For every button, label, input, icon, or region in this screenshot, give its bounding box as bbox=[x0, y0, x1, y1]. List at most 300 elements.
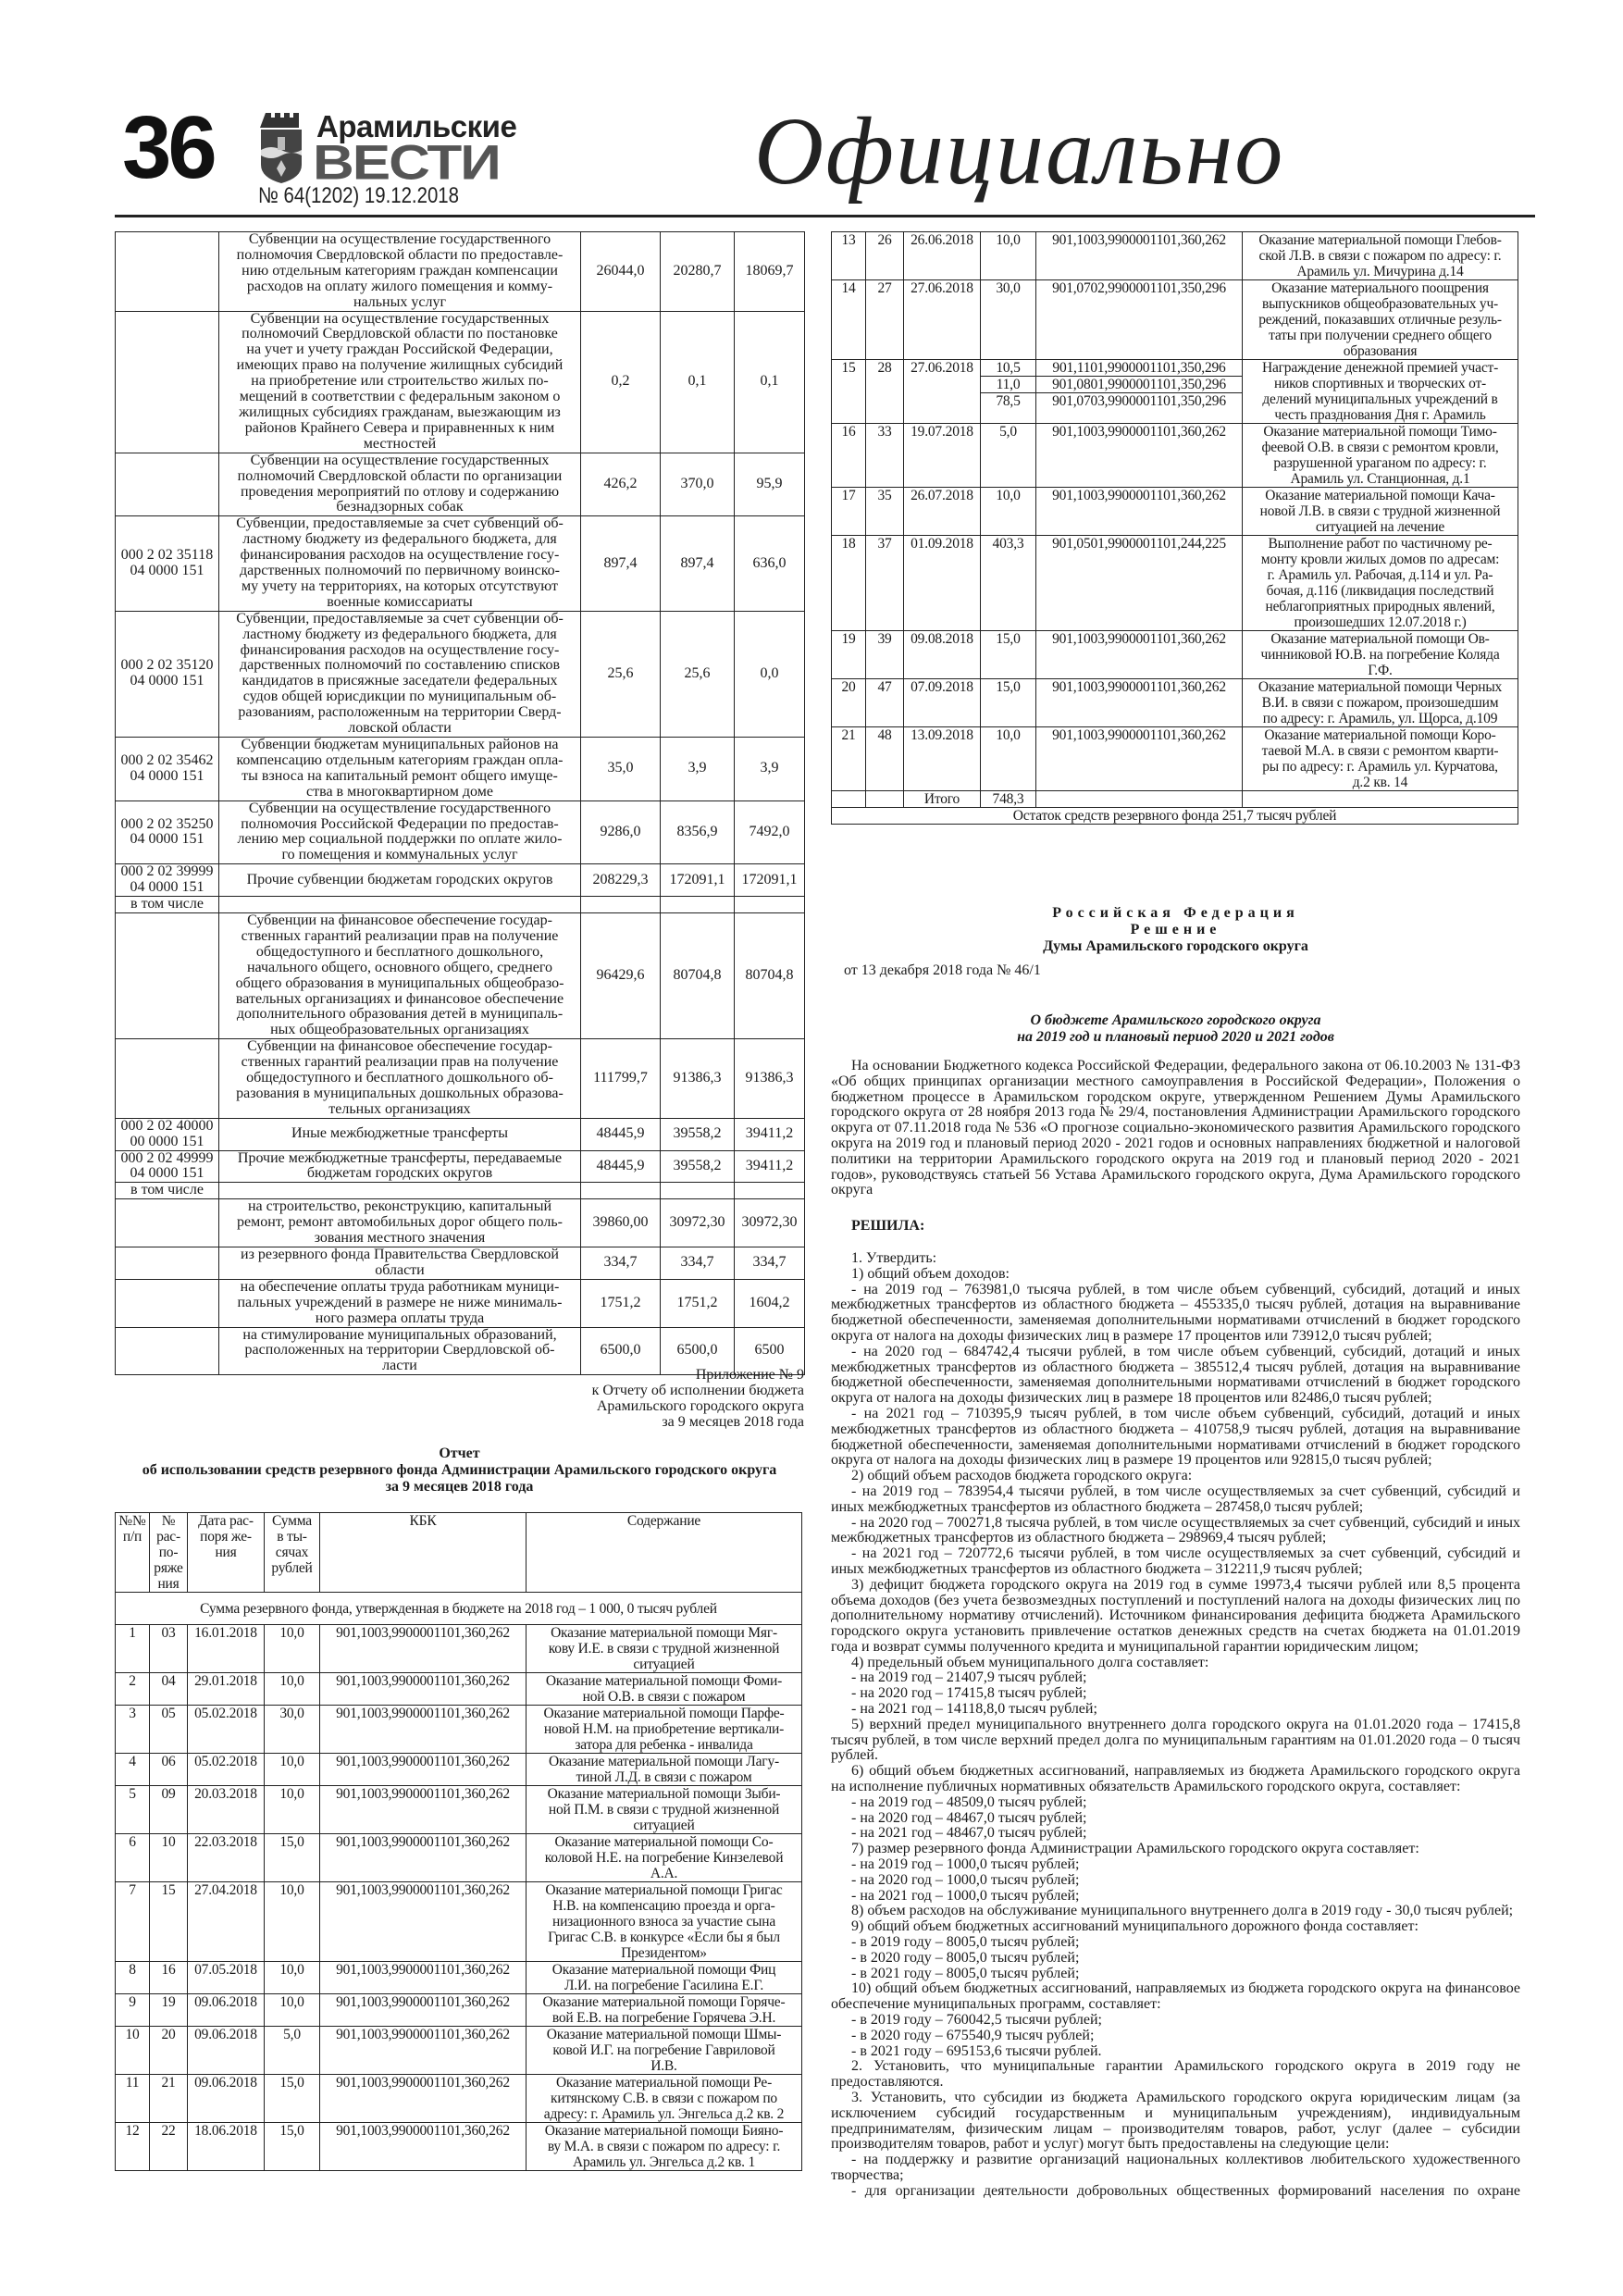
row-number: 20 bbox=[832, 679, 866, 727]
sum-cell bbox=[981, 631, 1036, 679]
content-description: Оказание материальной помощи Зыби- ной П.М. в связи с трудной жизненной ситуацией bbox=[527, 1786, 802, 1834]
appendix-note bbox=[115, 1367, 804, 1430]
resolution-paragraph: - на 2019 год – 21407,9 тысяч рублей; bbox=[851, 1669, 1087, 1686]
remainder-row bbox=[832, 808, 1518, 825]
kbk-code: 901,1003,9900001101,360,262 bbox=[336, 1754, 510, 1769]
order-date: 09.06.2018 bbox=[188, 2075, 265, 2123]
sum-cell bbox=[981, 280, 1036, 360]
order-date: 05.02.2018 bbox=[188, 1754, 265, 1786]
order-number: 15 bbox=[150, 1882, 188, 1962]
table-row bbox=[116, 1247, 805, 1280]
col-header-order-date: Дата рас- поря же- ния bbox=[188, 1513, 265, 1593]
sum-value: 10,0 bbox=[279, 1962, 304, 1978]
table-row bbox=[116, 1786, 802, 1834]
appendix-line: Приложение № 9 bbox=[695, 1367, 804, 1383]
row-number: 5 bbox=[116, 1786, 150, 1834]
sum-value: 10,0 bbox=[279, 1625, 304, 1641]
table-row bbox=[116, 311, 805, 453]
sum-cell bbox=[265, 1673, 320, 1706]
budget-code: 000 2 02 35250 04 0000 151 bbox=[116, 800, 219, 864]
row-number: 21 bbox=[832, 727, 866, 791]
kbk-code: 901,0702,9900001101,350,296 bbox=[1052, 280, 1226, 296]
order-number: 26 bbox=[866, 232, 904, 280]
budget-item-name: на обеспечение оплаты труда работникам муници- пальных учреждений в размере не ниже минималь- ного размера оплаты труда bbox=[219, 1279, 581, 1327]
budget-value-2: 39558,2 bbox=[661, 1118, 735, 1150]
resolution-paragraph: - на 2019 год – 1000,0 тысяч рублей; bbox=[851, 1856, 1080, 1873]
sum-cell bbox=[265, 2075, 320, 2123]
budget-item-name: Субвенции на финансовое обеспечение государ- ственных гарантий реализации прав на получение общедоступного и бесплатного дошкольного об- разования в муниципальных дошкольных образова- тельных организациях bbox=[219, 1039, 581, 1119]
row-number: 9 bbox=[116, 1994, 150, 2027]
resolution-title-line: на 2019 год и плановый период 2020 и 2021 годов bbox=[1017, 1029, 1334, 1045]
table-row bbox=[116, 453, 805, 516]
kbk-cell bbox=[1036, 280, 1243, 360]
budget-item-name: Иные межбюджетные трансферты bbox=[219, 1118, 581, 1150]
budget-value-3: 3,9 bbox=[735, 738, 805, 801]
order-number: 21 bbox=[150, 2075, 188, 2123]
kbk-cell bbox=[320, 1882, 527, 1962]
table-row bbox=[116, 1706, 802, 1754]
resolution-paragraph: 1) общий объем доходов: bbox=[851, 1265, 1010, 1282]
order-date: 20.03.2018 bbox=[188, 1786, 265, 1834]
resolution-paragraph: - в 2020 году – 8005,0 тысяч рублей; bbox=[851, 1949, 1080, 1966]
content-description: Оказание материальной помощи Коро- таевой М.А. в связи с ремонтом кварти- ры по адресу: г. Арамиль ул. Курчатова, д.2 кв. 14 bbox=[1243, 727, 1518, 791]
budget-value-3: 91386,3 bbox=[735, 1039, 805, 1119]
kbk-code: 901,1003,9900001101,360,262 bbox=[1052, 424, 1226, 440]
budget-value-2: 8356,9 bbox=[661, 800, 735, 864]
resolution-paragraph: - в 2021 году – 695153,6 тысячи рублей. bbox=[851, 2042, 1102, 2059]
resolution-paragraph: 3. Установить, что субсидии из бюджета Арамильского городского округа юридическим лицам (за исключением субсидий государственным и муниципальным учреждениям), индивидуальным предпринимателям, физическим лицам – производителям товаров, работ, услуг (далее – субсидии производителям товаров, работ и услуг) могут быть предоставлены на следующие цели: bbox=[831, 2090, 1520, 2153]
resolution-paragraph: - на 2021 год – 1000,0 тысяч рублей; bbox=[851, 1887, 1080, 1904]
fund-total-row bbox=[116, 1593, 802, 1625]
table-row bbox=[116, 800, 805, 864]
sum-cell bbox=[265, 1962, 320, 1994]
budget-value-3: 95,9 bbox=[735, 453, 805, 516]
sum-value: 10,5 bbox=[981, 360, 1035, 377]
kbk-cell bbox=[320, 1625, 527, 1673]
content-description: Оказание материальной помощи Кача- новой Л.В. в связи с трудной жизненной ситуацией на лечение bbox=[1243, 488, 1518, 536]
order-number: 16 bbox=[150, 1962, 188, 1994]
budget-value-1: 25,6 bbox=[581, 611, 661, 737]
kbk-cell bbox=[1036, 424, 1243, 488]
budget-item-name bbox=[219, 897, 581, 913]
budget-item-name: Прочие субвенции бюджетам городских округов bbox=[219, 864, 581, 897]
col-header-sum: Сумма в ты- сячах рублей bbox=[265, 1513, 320, 1593]
content-description: Оказание материальной помощи Черных В.И. в связи с пожаром, произошедшим по адресу: г. Арамиль, ул. Щорса, д.109 bbox=[1243, 679, 1518, 727]
content-description: Оказание материальной помощи Мяг- кову И.Е. в связи с трудной жизненной ситуацией bbox=[527, 1625, 802, 1673]
order-number: 19 bbox=[150, 1994, 188, 2027]
resolution-paragraph: 2) общий объем расходов бюджета городского округа: bbox=[851, 1468, 1193, 1484]
table-row bbox=[116, 516, 805, 611]
row-number: 6 bbox=[116, 1834, 150, 1882]
order-date: 26.07.2018 bbox=[904, 488, 981, 536]
sum-value: 10,0 bbox=[279, 1786, 304, 1802]
table-row bbox=[116, 1150, 805, 1183]
content-description: Оказание материальной помощи Парфе- новой Н.М. на приобретение вертикали- затора для ребенка - инвалида bbox=[527, 1706, 802, 1754]
country-heading: Российская Федерация bbox=[1052, 905, 1299, 921]
table-row bbox=[116, 1834, 802, 1882]
content-description: Оказание материальной помощи Фоми- ной О.В. в связи с пожаром bbox=[527, 1673, 802, 1706]
budget-item-name: Субвенции, предоставляемые за счет субвенций об- ластному бюджету из федерального бюджета, для финансирования расходов на осуществление госу- дарственных полномочий по первичному воинско- му учету на территориях, на которых отсутствуют военные комиссариаты bbox=[219, 516, 581, 611]
row-number: 15 bbox=[832, 360, 866, 424]
budget-value-3: 6500 bbox=[735, 1327, 805, 1375]
order-date: 07.05.2018 bbox=[188, 1962, 265, 1994]
budget-value-1: 39860,00 bbox=[581, 1199, 661, 1247]
kbk-code: 901,1101,9900001101,350,296 bbox=[1036, 360, 1242, 377]
order-date: 22.03.2018 bbox=[188, 1834, 265, 1882]
content-description: Оказание материальной помощи Глебов- ской Л.В. в связи с пожаром по адресу: г. Арамиль ул. Мичурина д.14 bbox=[1243, 232, 1518, 280]
budget-value-1: 96429,6 bbox=[581, 912, 661, 1038]
budget-value-2: 20280,7 bbox=[661, 232, 735, 312]
content-description: Оказание материальной помощи Горяче- вой Е.В. на погребение Горячева Э.Н. bbox=[527, 1994, 802, 2027]
table-header-row bbox=[116, 1513, 802, 1593]
content-description: Оказание материальной помощи Тимо- феевой О.В. в связи с ремонтом кровли, разрушенной ураганом по адресу: г. Арамиль ул. Станционная, д.1 bbox=[1243, 424, 1518, 488]
budget-item-name: на стимулирование муниципальных образований, расположенных на территории Свердловской об- ласти bbox=[219, 1327, 581, 1375]
budget-value-1: 208229,3 bbox=[581, 864, 661, 897]
row-number: 8 bbox=[116, 1962, 150, 1994]
budget-value-2 bbox=[661, 1183, 735, 1199]
order-date: 27.06.2018 bbox=[904, 280, 981, 360]
fund-total-text: Сумма резервного фонда, утвержденная в бюджете на 2018 год – 1 000, 0 тысяч рублей bbox=[116, 1593, 802, 1625]
row-number: 4 bbox=[116, 1754, 150, 1786]
table-row bbox=[116, 2075, 802, 2123]
budget-value-2: 334,7 bbox=[661, 1247, 735, 1280]
budget-value-3: 39411,2 bbox=[735, 1150, 805, 1183]
budget-value-1: 35,0 bbox=[581, 738, 661, 801]
table-row bbox=[116, 738, 805, 801]
document-kind: Решение bbox=[1130, 922, 1221, 937]
kbk-cell bbox=[320, 1786, 527, 1834]
content-description: Оказание материальной помощи Ре- китянскому С.В. в связи с пожаром по адресу: г. Арамиль ул. Энгельса д.2 кв. 2 bbox=[527, 2075, 802, 2123]
budget-value-2: 30972,30 bbox=[661, 1199, 735, 1247]
budget-value-2: 39558,2 bbox=[661, 1150, 735, 1183]
budget-value-3: 30972,30 bbox=[735, 1199, 805, 1247]
kbk-cell bbox=[320, 2123, 527, 2171]
order-number: 10 bbox=[150, 1834, 188, 1882]
resolution-paragraph: 6) общий объем бюджетных ассигнований, направляемых из бюджета Арамильского городского округа на исполнение публичных нормативных обязательств Арамильского городского округа, составляет: bbox=[831, 1763, 1520, 1795]
budget-value-3: 18069,7 bbox=[735, 232, 805, 312]
sum-cell bbox=[981, 360, 1036, 424]
sum-value: 10,0 bbox=[996, 727, 1021, 743]
resolution-title-line: О бюджете Арамильского городского округа bbox=[1030, 1012, 1321, 1028]
table-row bbox=[116, 864, 805, 897]
kbk-cell bbox=[320, 1754, 527, 1786]
order-number: 20 bbox=[150, 2027, 188, 2075]
empty-cell bbox=[866, 791, 904, 808]
budget-code: 000 2 02 35462 04 0000 151 bbox=[116, 738, 219, 801]
table-row bbox=[116, 611, 805, 737]
order-number: 09 bbox=[150, 1786, 188, 1834]
resolution-paragraph: - на 2020 год – 700271,8 тысяча рублей, в том числе осуществляемых за счет субвенций, субсидий и иных межбюджетных трансфертов из областного бюджета – 298969,4 тысяч рублей; bbox=[831, 1514, 1520, 1546]
kbk-code: 901,1003,9900001101,360,262 bbox=[336, 1673, 510, 1689]
budget-value-3: 7492,0 bbox=[735, 800, 805, 864]
budget-value-3: 0,0 bbox=[735, 611, 805, 737]
remainder-text: Остаток средств резервного фонда 251,7 тысяч рублей bbox=[832, 808, 1518, 825]
budget-code bbox=[116, 232, 219, 312]
kbk-cell bbox=[1036, 360, 1243, 424]
order-number: 27 bbox=[866, 280, 904, 360]
empty-cell bbox=[1036, 791, 1243, 808]
kbk-code: 901,1003,9900001101,360,262 bbox=[336, 1962, 510, 1978]
kbk-cell bbox=[320, 2075, 527, 2123]
table-row bbox=[116, 2123, 802, 2171]
order-number: 28 bbox=[866, 360, 904, 424]
budget-code bbox=[116, 1279, 219, 1327]
resolution-date: от 13 декабря 2018 года № 46/1 bbox=[844, 962, 1041, 978]
budget-value-1 bbox=[581, 1183, 661, 1199]
table-row bbox=[116, 1118, 805, 1150]
order-date: 19.07.2018 bbox=[904, 424, 981, 488]
kbk-cell bbox=[320, 1834, 527, 1882]
order-date: 09.06.2018 bbox=[188, 1994, 265, 2027]
kbk-code: 901,1003,9900001101,360,262 bbox=[336, 2027, 510, 2042]
sum-value: 15,0 bbox=[279, 1834, 304, 1850]
row-number: 1 bbox=[116, 1625, 150, 1673]
report-title-line: за 9 месяцев 2018 года bbox=[385, 1479, 534, 1495]
budget-value-3: 39411,2 bbox=[735, 1118, 805, 1150]
order-number: 37 bbox=[866, 536, 904, 631]
content-description: Оказание материальной помощи Бияно- ву М.А. в связи с пожаром по адресу: г. Арамиль ул. Энгельса д.2 кв. 1 bbox=[527, 2123, 802, 2171]
kbk-code: 901,1003,9900001101,360,262 bbox=[336, 1706, 510, 1721]
budget-code: 000 2 02 49999 04 0000 151 bbox=[116, 1150, 219, 1183]
table-row bbox=[832, 488, 1518, 536]
sum-cell bbox=[981, 424, 1036, 488]
kbk-code: 901,1003,9900001101,360,262 bbox=[336, 2075, 510, 2091]
preamble: На основании Бюджетного кодекса Российской Федерации, федерального закона от 06.10.2003 № 131-ФЗ «Об общих принципах организации местного самоуправления в Российской Федерации», Положения о бюджетном процессе в Арамильском городском округе, утвержденном Решением Думы Арамильского городского округа от 28 ноября 2013 года № 29/4, постановления Администрации Арамильского городского округа от 07.11.2018 года № 536 «О прогнозе социально-экономического развития Арамильского городского округа на 2019 год и плановый период 2020 - 2021 годов и основных направлениях бюджетной и налоговой политики на территории Арамильского городского округа на 2019 год и плановый период 2020 - 2021 годов», руководствуясь статьей 56 Устава Арамильского городского округа, Дума Арамильского городского округа bbox=[831, 1058, 1520, 1198]
kbk-cell bbox=[320, 1673, 527, 1706]
budget-value-2: 3,9 bbox=[661, 738, 735, 801]
resolution-paragraph: - на 2019 год – 48509,0 тысяч рублей; bbox=[851, 1793, 1087, 1810]
budget-value-1: 426,2 bbox=[581, 453, 661, 516]
table-row bbox=[116, 1673, 802, 1706]
content-description: Оказание материальной помощи Ов- чинниковой Ю.В. на погребение Коляда Г.Ф. bbox=[1243, 631, 1518, 679]
budget-code bbox=[116, 453, 219, 516]
budget-item-name: из резервного фонда Правительства Свердловской области bbox=[219, 1247, 581, 1280]
content-description: Оказание материального поощрения выпускников общеобразовательных уч- реждений, показавших отличные резуль- таты при получении среднего общего образования bbox=[1243, 280, 1518, 360]
budget-value-2 bbox=[661, 897, 735, 913]
budget-code: в том числе bbox=[116, 897, 219, 913]
order-number: 04 bbox=[150, 1673, 188, 1706]
resolution-paragraph: - на 2021 год – 710395,9 тысяч рублей, в том числе объем субвенций, субсидий, дотаций и иных межбюджетных трансфертов из областного бюджета – 410758,9 тысяч рублей, дотация на выравнивание бюджетной обеспеченности, заменяемая дополнительными нормативами отчислений в бюджет городского округа от налога на доходы физических лиц в размере 19 процентов или 92815,0 тысяч рублей; bbox=[831, 1405, 1520, 1469]
budget-value-2: 1751,2 bbox=[661, 1279, 735, 1327]
appendix-line: к Отчету об исполнении бюджета bbox=[591, 1383, 804, 1398]
budget-item-name: Субвенции, предоставляемые за счет субвенции об- ластному бюджету из федерального бюджета, для финансирования расходов на осуществление госу- дарственных полномочий по составлению списков кандидатов в присяжные заседатели федеральных судов общей юрисдикции по муниципальным об- разованиям, расположенным на территории Сверд- ловской области bbox=[219, 611, 581, 737]
sum-cell bbox=[981, 232, 1036, 280]
table-row bbox=[116, 1994, 802, 2027]
budget-value-1: 9286,0 bbox=[581, 800, 661, 864]
resolution-paragraph: - для организации деятельности добровольных общественных формирований населения по охране bbox=[851, 2182, 1520, 2199]
total-sum: 748,3 bbox=[981, 791, 1036, 808]
sum-cell bbox=[981, 536, 1036, 631]
sum-value: 10,0 bbox=[996, 232, 1021, 248]
kbk-cell bbox=[320, 2027, 527, 2075]
order-number: 22 bbox=[150, 2123, 188, 2171]
budget-item-name: Субвенции бюджетам муниципальных районов на компенсацию отдельным категориям граждан опла- ты взноса на капитальный ремонт общего имуще- ства в многоквартирном доме bbox=[219, 738, 581, 801]
order-number: 47 bbox=[866, 679, 904, 727]
budget-value-3: 172091,1 bbox=[735, 864, 805, 897]
resolution-paragraph: - в 2020 году – 675540,9 тысяч рублей; bbox=[851, 2027, 1095, 2043]
resolution-paragraph: - на 2020 год – 48467,0 тысяч рублей; bbox=[851, 1809, 1087, 1826]
sum-value: 10,0 bbox=[279, 1754, 304, 1769]
total-label: Итого bbox=[904, 791, 981, 808]
issue-number-date: № 64(1202) 19.12.2018 bbox=[258, 183, 459, 208]
section-title: Официально bbox=[754, 98, 1285, 205]
budget-value-2: 0,1 bbox=[661, 311, 735, 453]
col-header-content: Содержание bbox=[527, 1513, 802, 1593]
kbk-code: 901,0801,9900001101,350,296 bbox=[1036, 377, 1242, 393]
table-row bbox=[832, 727, 1518, 791]
budget-value-2: 370,0 bbox=[661, 453, 735, 516]
budget-code bbox=[116, 1247, 219, 1280]
budget-value-3: 80704,8 bbox=[735, 912, 805, 1038]
newspaper-name-top: Арамильские bbox=[316, 109, 517, 143]
col-header-number: №№ п/п bbox=[116, 1513, 150, 1593]
order-date: 09.06.2018 bbox=[188, 2027, 265, 2075]
budget-code: 000 2 02 35118 04 0000 151 bbox=[116, 516, 219, 611]
col-header-order-number: № рас- по- ряже ния bbox=[150, 1513, 188, 1593]
sum-cell bbox=[265, 2027, 320, 2075]
budget-item-name: на строительство, реконструкцию, капитальный ремонт, ремонт автомобильных дорог общего поль- зования местного значения bbox=[219, 1199, 581, 1247]
order-number: 48 bbox=[866, 727, 904, 791]
table-row bbox=[832, 360, 1518, 424]
budget-code: 000 2 02 35120 04 0000 151 bbox=[116, 611, 219, 737]
sum-value: 15,0 bbox=[279, 2075, 304, 2091]
sum-value: 10,0 bbox=[996, 488, 1021, 503]
row-number: 10 bbox=[116, 2027, 150, 2075]
table-row bbox=[116, 1882, 802, 1962]
kbk-cell bbox=[1036, 536, 1243, 631]
resolution-paragraph: 1. Утвердить: bbox=[851, 1249, 937, 1266]
table-row bbox=[832, 424, 1518, 488]
order-number: 33 bbox=[866, 424, 904, 488]
appendix-line: за 9 месяцев 2018 года bbox=[662, 1414, 804, 1430]
budget-code: 000 2 02 39999 04 0000 151 bbox=[116, 864, 219, 897]
budget-code bbox=[116, 311, 219, 453]
resolution-paragraph: 7) размер резервного фонда Администрации Арамильского городского округа составляет: bbox=[851, 1841, 1419, 1857]
sum-value: 10,0 bbox=[279, 1994, 304, 2010]
row-number: 16 bbox=[832, 424, 866, 488]
resolution-paragraph: - на 2021 год – 48467,0 тысяч рублей; bbox=[851, 1825, 1087, 1842]
kbk-cell bbox=[1036, 631, 1243, 679]
sum-value: 30,0 bbox=[279, 1706, 304, 1721]
row-number: 14 bbox=[832, 280, 866, 360]
resolution-paragraph: 2. Установить, что муниципальные гарантии Арамильского городского округа в 2019 году не предоставляются. bbox=[831, 2058, 1520, 2091]
kbk-cell bbox=[1036, 679, 1243, 727]
sum-value: 5,0 bbox=[283, 2027, 301, 2042]
sum-value: 15,0 bbox=[279, 2123, 304, 2139]
col-header-kbk: КБК bbox=[320, 1513, 527, 1593]
sum-value: 403,3 bbox=[992, 536, 1024, 552]
sum-cell bbox=[265, 1994, 320, 2027]
order-date: 01.09.2018 bbox=[904, 536, 981, 631]
order-date: 26.06.2018 bbox=[904, 232, 981, 280]
issuing-body: Думы Арамильского городского округа bbox=[1043, 938, 1308, 954]
kbk-code: 901,1003,9900001101,360,262 bbox=[336, 1882, 510, 1898]
report-title bbox=[115, 1446, 804, 1496]
budget-value-1: 48445,9 bbox=[581, 1150, 661, 1183]
kbk-cell bbox=[1036, 488, 1243, 536]
kbk-code: 901,1003,9900001101,360,262 bbox=[336, 1834, 510, 1850]
reserve-fund-table-part-2 bbox=[831, 231, 1518, 825]
sum-value: 5,0 bbox=[999, 424, 1017, 440]
sum-cell bbox=[981, 679, 1036, 727]
table-row bbox=[832, 232, 1518, 280]
order-date: 27.04.2018 bbox=[188, 1882, 265, 1962]
table-row bbox=[832, 679, 1518, 727]
sum-cell bbox=[265, 1706, 320, 1754]
order-number: 39 bbox=[866, 631, 904, 679]
budget-item-name: Субвенции на осуществление государственного полномочия Свердловской области по предоставле- нию отдельным категориям граждан компенсации расходов на оплату жилого помещения и комму- нальных услуг bbox=[219, 232, 581, 312]
budget-value-1 bbox=[581, 897, 661, 913]
resolution-paragraph: 10) общий объем бюджетных ассигнований, направляемых из бюджета городского округа на финансовое обеспечение муниципальных программ, составляет: bbox=[831, 1980, 1520, 2013]
appendix-line: Арамильского городского округа bbox=[596, 1398, 804, 1414]
row-number: 17 bbox=[832, 488, 866, 536]
budget-value-2: 6500,0 bbox=[661, 1327, 735, 1375]
sum-value: 10,0 bbox=[279, 1673, 304, 1689]
resolution-paragraph: - на 2019 год – 763981,0 тысяча рублей, в том числе объем субвенций, субсидий, дотаций и иных межбюджетных трансфертов из областного бюджета – 455335,0 тысяч рублей, дотация на выравнивание бюджетной обеспеченности, заменяемая дополнительными нормативами отчислений в бюджет городского округа от налога на доходы физических лиц в размере 17 процентов или 73912,0 тысяч рублей; bbox=[831, 1281, 1520, 1344]
total-row bbox=[832, 791, 1518, 808]
sum-value: 15,0 bbox=[996, 631, 1021, 647]
coat-of-arms-logo bbox=[258, 109, 304, 187]
kbk-cell bbox=[1036, 727, 1243, 791]
resolution-paragraph: 8) объем расходов на обслуживание муниципального внутреннего долга в 2019 году - 30,0 тысяч рублей; bbox=[851, 1903, 1514, 1919]
sum-cell bbox=[265, 1786, 320, 1834]
budget-value-1: 1751,2 bbox=[581, 1279, 661, 1327]
kbk-code: 901,1003,9900001101,360,262 bbox=[336, 1786, 510, 1802]
row-number: 2 bbox=[116, 1673, 150, 1706]
kbk-code: 901,1003,9900001101,360,262 bbox=[336, 2123, 510, 2139]
content-description: Награждение денежной премией участ- ников спортивных и творческих от- делений муниципальных учреждений в честь празднования Дня г. Арамиль bbox=[1243, 360, 1518, 424]
row-number: 18 bbox=[832, 536, 866, 631]
kbk-code: 901,1003,9900001101,360,262 bbox=[1052, 679, 1226, 695]
budget-code bbox=[116, 1199, 219, 1247]
budget-code: 000 2 02 40000 00 0000 151 bbox=[116, 1118, 219, 1150]
budget-value-2: 172091,1 bbox=[661, 864, 735, 897]
budget-item-name: Субвенции на осуществление государственного полномочия Российской Федерации по предостав- лению мер социальной поддержки по оплате жило- го помещения и коммунальных услуг bbox=[219, 800, 581, 864]
resolution-paragraph: 5) верхний предел муниципального внутреннего долга городского округа на 01.01.2020 года – 17415,8 тысяч рублей, в том числе верхний предел долга по муниципальным гарантиям на 01.01.2020 года – 0 тысяч рублей. bbox=[831, 1716, 1520, 1764]
report-title-line: Отчет bbox=[439, 1446, 480, 1461]
decided-label: РЕШИЛА: bbox=[851, 1218, 925, 1235]
budget-value-2: 80704,8 bbox=[661, 912, 735, 1038]
table-row bbox=[832, 280, 1518, 360]
table-row bbox=[116, 1199, 805, 1247]
kbk-code: 901,1003,9900001101,360,262 bbox=[1052, 631, 1226, 647]
reserve-fund-table-part-1 bbox=[115, 1512, 802, 2171]
table-row bbox=[116, 1183, 805, 1199]
sum-cell bbox=[981, 727, 1036, 791]
budget-item-name: Субвенции на осуществление государственных полномочий Свердловской области по постановке на учет и учету граждан Российской Федерации, имеющих право на получение жилищных субсидий на приобретение или строительство жилых по- мещений в соответствии с федеральным законом о жилищных субсидиях гражданам, выезжающим из районов Крайнего Севера и приравненных к ним местностей bbox=[219, 311, 581, 453]
table-row bbox=[832, 631, 1518, 679]
kbk-cell bbox=[320, 1962, 527, 1994]
sum-value: 15,0 bbox=[996, 679, 1021, 695]
content-description: Выполнение работ по частичному ре- монту кровли жилых домов по адресам: г. Арамиль ул. Рабочая, д.114 и ул. Ра- бочая, д.116 (ликвидация последствий неблагоприятных природных явлений, произошедших 12.07.2018 г.) bbox=[1243, 536, 1518, 631]
budget-value-1: 0,2 bbox=[581, 311, 661, 453]
order-number: 03 bbox=[150, 1625, 188, 1673]
budget-item-name: Прочие межбюджетные трансферты, передаваемые бюджетам городских округов bbox=[219, 1150, 581, 1183]
resolution-paragraph: - на 2019 год – 783954,4 тысячи рублей, в том числе осуществляемых за счет субвенций, субсидий и иных межбюджетных трансфертов из областного бюджета – 287458,0 тысяч рублей; bbox=[831, 1483, 1520, 1515]
order-number: 06 bbox=[150, 1754, 188, 1786]
kbk-code: 901,1003,9900001101,360,262 bbox=[1052, 232, 1226, 248]
kbk-code: 901,1003,9900001101,360,262 bbox=[336, 1994, 510, 2010]
content-description: Оказание материальной помощи Лагу- тиной Л.Д. в связи с пожаром bbox=[527, 1754, 802, 1786]
report-title-line: об использовании средств резервного фонда Администрации Арамильского городского округа bbox=[142, 1462, 777, 1478]
budget-value-2: 897,4 bbox=[661, 516, 735, 611]
row-number: 7 bbox=[116, 1882, 150, 1962]
sum-value: 11,0 bbox=[981, 377, 1035, 393]
sum-cell bbox=[265, 2123, 320, 2171]
order-date: 13.09.2018 bbox=[904, 727, 981, 791]
resolution-paragraph: - на 2020 год – 17415,8 тысяч рублей; bbox=[851, 1685, 1087, 1702]
table-row bbox=[116, 897, 805, 913]
